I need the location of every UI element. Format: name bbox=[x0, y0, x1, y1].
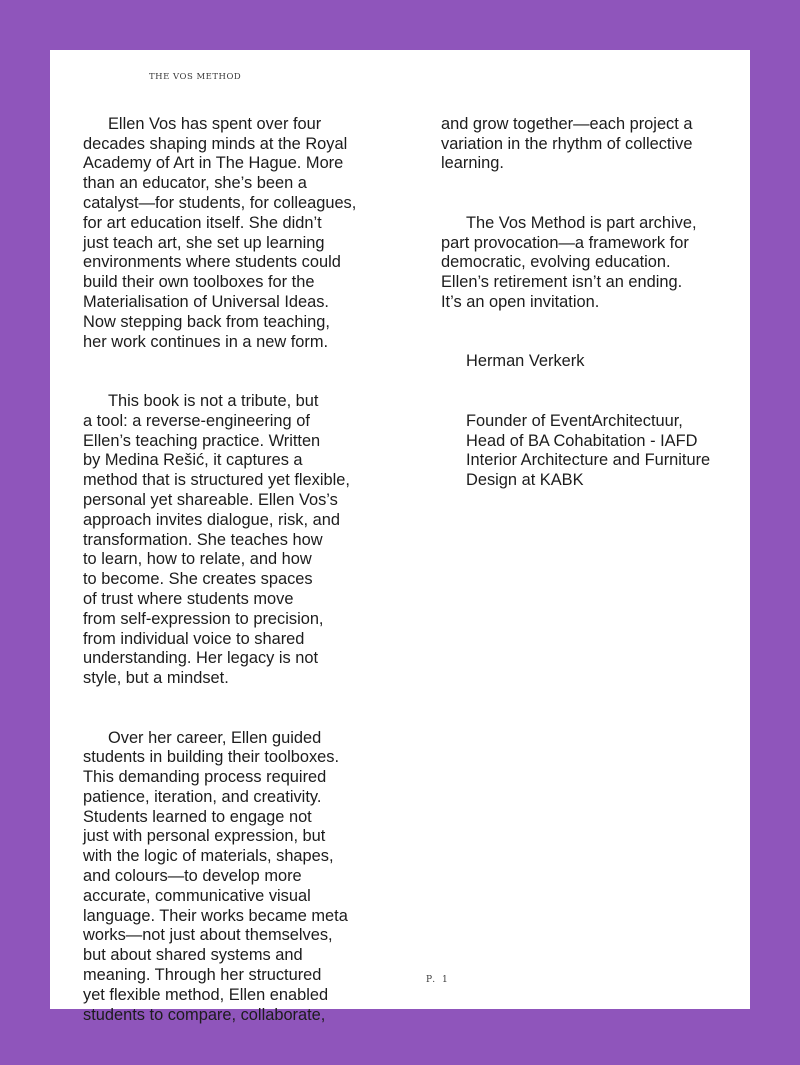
paragraph-intro: Ellen Vos has spent over four decades shaping minds at the Royal Academy of Art in The Hague. More than an educator, she’s been a catalyst—for students, for colleagues, for art education itself. She didn’t just teach art, she set up learning environments where students could build their own toolboxes for the Materialisation of Universal Ideas. Now stepping back from teaching, her work continues in a new form. bbox=[83, 114, 357, 351]
author-title: Founder of EventArchitectuur, Head of BA Cohabitation - IAFD Interior Architecture and Furniture Design at KABK bbox=[466, 411, 711, 490]
right-column bbox=[441, 95, 741, 531]
paragraph-tool: This book is not a tribute, but a tool: a reverse-engineering of Ellen’s teaching practice. Written by Medina Rešić, it captures a method that is structured yet flexible, personal yet shareable. Ellen Vos’s approach invites dialogue, risk, and transformation. She teaches how to learn, how to relate, and how to become. She creates spaces of trust where students move from self-expression to precision, from individual voice to shared understanding. Her legacy is not style, but a mindset. bbox=[83, 391, 350, 688]
left-column bbox=[83, 95, 403, 1065]
paragraph-method: The Vos Method is part archive, part provocation—a framework for democratic, evolving education. Ellen’s retirement isn’t an ending. It’s an open invitation. bbox=[441, 213, 697, 311]
paragraph-continuation: and grow together—each project a variation in the rhythm of collective learning. bbox=[441, 114, 693, 173]
book-page bbox=[50, 50, 750, 1024]
author-name: Herman Verkerk bbox=[466, 352, 585, 371]
paragraph-career: Over her career, Ellen guided students in building their toolboxes. This demanding process required patience, iteration, and creativity. Students learned to engage not just with personal expression, but with the logic of materials, shapes, and colours—to develop more accurate, communicative visual language. Their works became meta works—not just about themselves, but about shared systems and meaning. Through her structured yet flexible method, Ellen enabled students to compare, collaborate, bbox=[83, 728, 348, 1024]
running-head: THE VOS METHOD bbox=[149, 72, 242, 82]
page-number: P. 1 bbox=[426, 975, 450, 985]
